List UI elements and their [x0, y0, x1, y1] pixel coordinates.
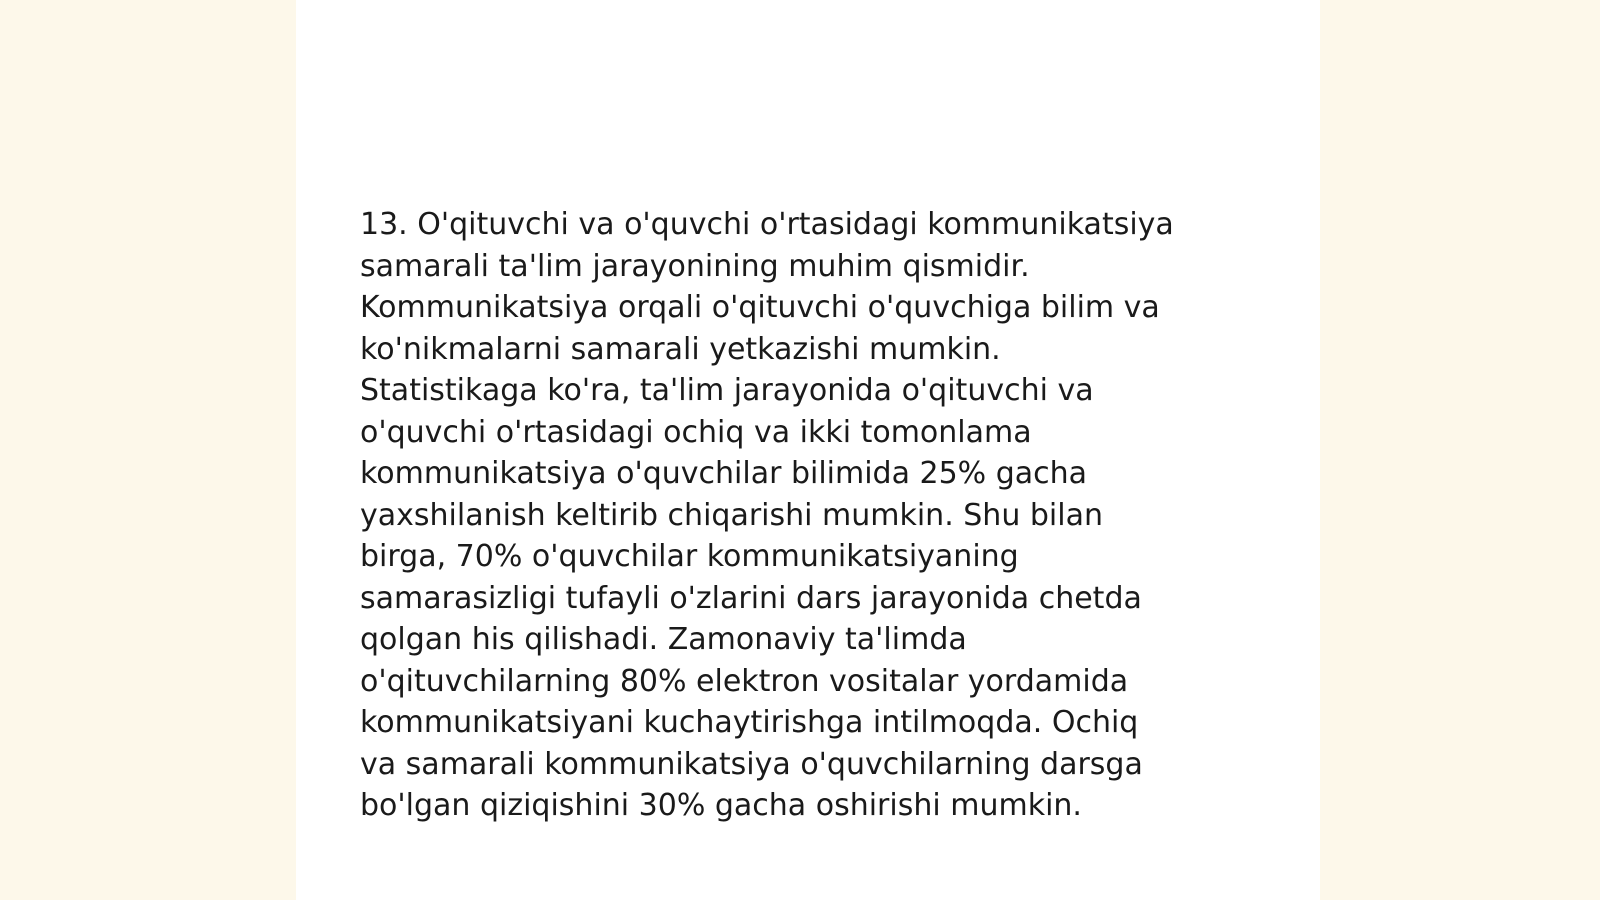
slide-page	[296, 0, 1320, 900]
slide-body-text: 13. O'qituvchi va o'quvchi o'rtasidagi kommunikatsiya samarali ta'lim jarayonining muhim qismidir. Kommunikatsiya orqali o'qituvchi o'quvchiga bilim va ko'nikmalarni samarali yetkazishi mumkin. Statistikaga ko'ra, ta'lim jarayonida o'qituvchi va o'quvchi o'rtasidagi ochiq va ikki tomonlama kommunikatsiya o'quvchilar bilimida 25% gacha yaxshilanish keltirib chiqarishi mumkin. Shu bilan birga, 70% o'quvchilar kommunikatsiyaning samarasizligi tufayli o'zlarini dars jarayonida chetda qolgan his qilishadi. Zamonaviy ta'limda o'qituvchilarning 80% elektron vositalar yordamida kommunikatsiyani kuchaytirishga intilmoqda. Ochiq va samarali kommunikatsiya o'quvchilarning darsga bo'lgan qiziqishini 30% gacha oshirishi mumkin.	[360, 207, 1174, 823]
